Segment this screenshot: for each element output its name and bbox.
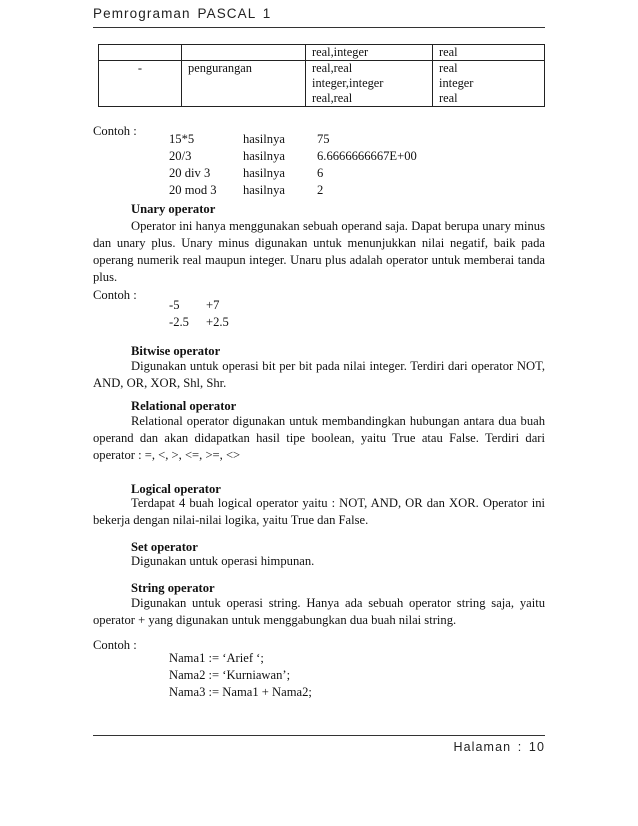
example-expression: 20 div 3 [169, 166, 211, 180]
list-item [169, 165, 417, 182]
example-expression: 20 mod 3 [169, 183, 217, 197]
section-body [93, 358, 545, 392]
section-heading: Set operator [131, 540, 198, 554]
table-row [99, 61, 545, 107]
example-label: Contoh : [93, 638, 137, 652]
section-heading: Unary operator [131, 202, 216, 216]
paragraph: Digunakan untuk operasi bit per bit pada nilai integer. Terdiri dari operator NOT, AND, OR, XOR, Shl, Shr. [93, 359, 545, 390]
operator-table [98, 44, 545, 107]
example-label: Contoh : [93, 124, 137, 138]
table-row [99, 45, 545, 61]
paragraph: Relational operator digunakan untuk membandingkan hubungan antara dua buah operand dan akan didapatkan hasil tipe boolean, yaitu True atau False. Terdiri dari operator : =, <, >, <=, >=, <> [93, 414, 545, 462]
section-body [93, 218, 545, 286]
example-result: 2 [317, 183, 324, 197]
example-expression: 20/3 [169, 149, 192, 163]
section-heading: Logical operator [131, 482, 221, 496]
paragraph: Operator ini hanya menggunakan sebuah operand saja. Dapat berupa unary minus dan unary plus. Unary minus digunakan untuk menunjukkan nilai negatif, baik pada operang numerik real maupun integer. Unaru plus adalah operator untuk memberai tanda plus. [93, 219, 545, 284]
paragraph: Digunakan untuk operasi string. Hanya ada sebuah operator string saja, yaitu operator + yang digunakan untuk menggabungkan dua buah nilai string. [93, 596, 545, 627]
table-cell: real [433, 45, 545, 61]
example-word: hasilnya [243, 183, 285, 197]
example-expression: 15*5 [169, 132, 195, 146]
example-word: hasilnya [243, 166, 285, 180]
list-item [169, 148, 417, 165]
example-result: 6 [317, 166, 324, 180]
example-value: +2.5 [206, 315, 229, 329]
example-word: hasilnya [243, 132, 285, 146]
paragraph: Digunakan untuk operasi himpunan. [131, 554, 315, 568]
paragraph: Terdapat 4 buah logical operator yaitu : NOT, AND, OR dan XOR. Operator ini bekerja dengan nilai-nilai logika, yaitu True dan False. [93, 496, 545, 527]
code-line: Nama1 := ‘Arief ‘; [169, 651, 264, 665]
list-item [169, 131, 417, 148]
section-body [93, 413, 545, 464]
section-body [93, 495, 545, 529]
table-cell: real integer real [433, 61, 545, 107]
table-cell: - [99, 61, 182, 107]
table-cell [99, 45, 182, 61]
example-word: hasilnya [243, 149, 285, 163]
list-item [169, 314, 229, 331]
section-body [93, 553, 545, 570]
example-result: 6.6666666667E+00 [317, 149, 417, 163]
section-heading: String operator [131, 581, 215, 595]
table-cell [182, 45, 306, 61]
header-divider [93, 27, 545, 28]
string-example-list [169, 650, 312, 701]
table-cell: real,real integer,integer real,real [306, 61, 433, 107]
example-label: Contoh : [93, 288, 137, 302]
code-line: Nama2 := ‘Kurniawan’; [169, 668, 291, 682]
example-result: 75 [317, 132, 330, 146]
list-item [169, 297, 229, 314]
example-value: -5 [169, 298, 180, 312]
footer-divider [93, 735, 545, 736]
page-header-title: Pemrograman PASCAL 1 [93, 6, 272, 21]
example-value: +7 [206, 298, 220, 312]
table-cell: pengurangan [182, 61, 306, 107]
section-heading: Relational operator [131, 399, 237, 413]
section-heading: Bitwise operator [131, 344, 221, 358]
code-line: Nama3 := Nama1 + Nama2; [169, 685, 312, 699]
section-body [93, 595, 545, 629]
list-item [169, 182, 417, 199]
example-value: -2.5 [169, 315, 189, 329]
arith-example-list [169, 131, 417, 199]
table-cell: real,integer [306, 45, 433, 61]
unary-example-list [169, 297, 229, 331]
page-number: Halaman : 10 [453, 740, 545, 754]
